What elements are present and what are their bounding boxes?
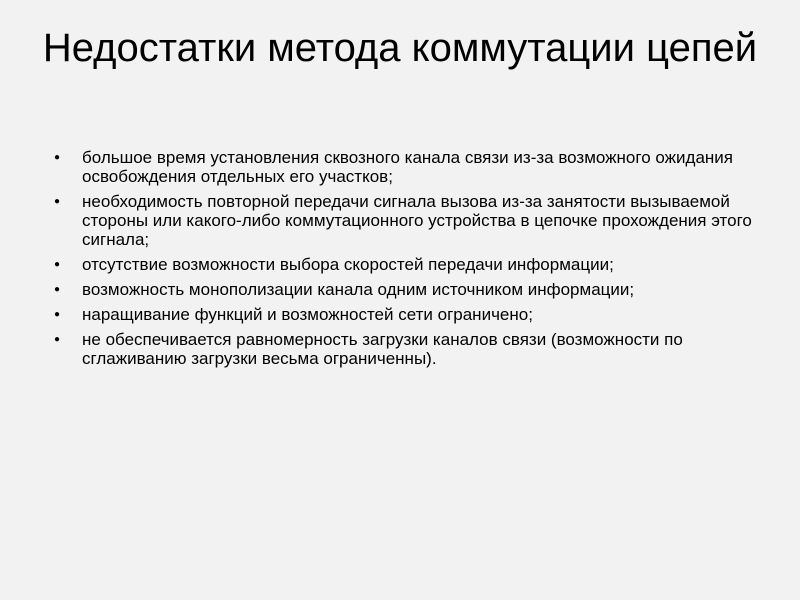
list-item-text: не обеспечивается равномерность загрузки каналов связи (возможности по сглаживанию загрузки весьма ограниченны). xyxy=(82,330,683,368)
bullet-icon: ● xyxy=(54,152,61,163)
list-item-text: наращивание функций и возможностей сети ограничено; xyxy=(82,305,533,324)
list-item xyxy=(54,192,754,249)
list-item-text: необходимость повторной передачи сигнала вызова из-за занятости вызываемой стороны или какого-либо коммутационного устройства в цепочке прохождения этого сигнала; xyxy=(82,192,752,249)
list-item xyxy=(54,148,754,186)
list-item-text: возможность монополизации канала одним источником информации; xyxy=(82,280,635,299)
list-item-text: отсутствие возможности выбора скоростей передачи информации; xyxy=(82,255,614,274)
list-item-text: большое время установления сквозного канала связи из-за возможного ожидания освобождения отдельных его участков; xyxy=(82,148,733,186)
list-item xyxy=(54,280,754,299)
bullet-icon: ● xyxy=(54,259,61,270)
bullet-icon: ● xyxy=(54,334,61,345)
bullet-list xyxy=(54,148,754,374)
bullet-icon: ● xyxy=(54,309,61,320)
bullet-icon: ● xyxy=(54,196,61,207)
slide-title: Недостатки метода коммутации цепей xyxy=(42,26,758,70)
list-item xyxy=(54,305,754,324)
list-item xyxy=(54,330,754,368)
list-item xyxy=(54,255,754,274)
bullet-icon: ● xyxy=(54,284,61,295)
